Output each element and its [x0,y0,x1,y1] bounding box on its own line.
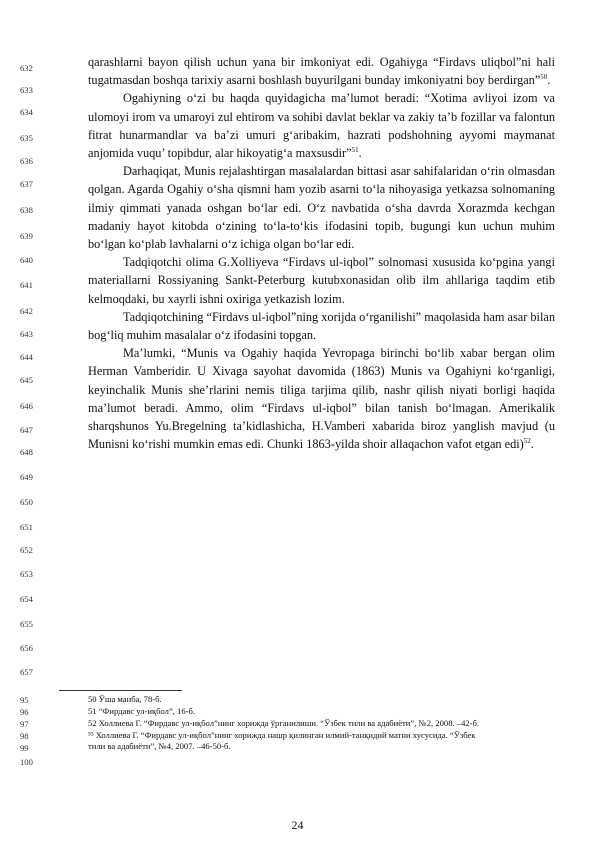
paragraph: Tadqiqotchi olima G.Xolliyeva “Firdavs ul-iqbol” solnomasi xususida ko‘pgina yangi materiallarni Rossiyaning Sankt-Peterburg kutubxonasidan olib ilm ahllariga taqdim etib kelmoqdaki, bu xayrli ishni oxiriga yetkazish lozim. [88,255,555,306]
page-number: 24 [291,818,304,832]
line-number: 639 [20,231,33,241]
footnote-separator [59,690,182,691]
footnote: тили ва адабиёти”, №4, 2007. –46-50-б. [88,741,231,751]
line-number: 637 [20,179,33,189]
footnote-line-number: 100 [20,757,33,767]
line-number: 651 [20,522,33,532]
body-text [88,53,555,453]
footnote-line-number: 98 [20,731,29,741]
paragraph: qarashlarni bayon qilish uchun yana bir imkoniyat edi. Ogahiyga “Firdavs uliqbol”ni hali tugatmasdan boshqa tarixiy asarni boshlash buyurilgani bunday imkoniyatni boy berdirgan”$^{50}$. [88,55,555,88]
line-number: 646 [20,401,33,411]
paragraph: Ogahiyning o‘zi bu haqda quyidagicha ma’lumot beradi: “Xotima avliyoi izom va ulomoyi irom va umaroyi zul ehtirom va sohibi davlat beklar va zakiy ta’b fozillar va falontun fitrat hunarmandlar va ba’zi umuri g‘aribakim, hazrati podshohning ayyomi maymanat anjomida vuqu’ topibdur, alar hikoyatig‘a maxsusdir”$^{51}$. [88,91,555,161]
line-number: 649 [20,472,33,482]
line-number: 643 [20,329,33,339]
line-number: 645 [20,375,33,385]
line-number: 636 [20,156,33,166]
paragraph: Ma’lumki, “Munis va Ogahiy haqida Yevropaga birinchi bo‘lib xabar bergan olim Herman Vamberidir. U Xivaga sayohat davomida (1863) Munis va Ogahiyni ko‘rganligi, keyinchalik Munis she’rlarini nemis tiliga tarjima qilib, nashr qilish niyati borligi haqida ma’lumot beradi. Ammo, olim “Firdavs ul-iqbol” bilan tanish bo‘lmagan. Amerikalik sharqshunos Yu.Bregelning ta’kidlashicha, H.Vamberi xabarida biroz yanglish mavjud (u Munisni ko‘rishi mumkin emas edi. Chunki 1863-yilda shoir allaqachon vafot etgan edi)$^{52}$. [88,346,555,452]
line-number: 653 [20,569,33,579]
footnote-line-number: 99 [20,743,29,753]
line-number: 657 [20,667,33,677]
footnote-line-number: 97 [20,719,29,729]
footnote: 51 “Фирдавс ул-иқбол”, 16-б. [88,706,196,716]
line-number: 641 [20,280,33,290]
line-number: 655 [20,619,33,629]
line-number: 635 [20,133,33,143]
paragraph: Darhaqiqat, Munis rejalashtirgan masalalardan bittasi asar sahifalaridan o‘rin olmasdan qolgan. Agarda Ogahiy o‘sha qismni ham yozib asarni to‘la nihoyasiga yetkazsa solnomaning ilmiy qimmati yanada oshgan bo‘lar edi. O‘z navbatida o‘sha davrda Xorazmda kechgan madaniy hayot kitobda o‘zining to‘la-to‘kis ifodasini topib, bugungi kun uchun muhim bo‘lgan ko‘plab lavhalarni o‘z ichiga olgan bo‘lar edi. [88,164,555,252]
line-number: 633 [20,85,33,95]
line-number: 654 [20,594,33,604]
line-number: 640 [20,255,33,265]
footnote: 52 Холлиева Г. “Фирдавс ул-иқбол”нинг хорижда ўрганилиши. “Ўзбек тили ва адабиёти”, №2, 2008. –42-б. [88,718,480,728]
footnote: 50 Ўша манба, 78-б. [88,694,162,704]
line-number: 642 [20,306,33,316]
line-number: 650 [20,497,33,507]
paragraph: Tadqiqotchining “Firdavs ul-iqbol”ning xorijda o‘rganilishi” maqolasida ham asar bilan bog‘liq muhim masalalar o‘z ifodasini topgan. [88,309,555,343]
footnote: ⁵³ Холлиева Г. “Фирдавс ул-иқбол”нинг хорижда нашр қилинган илмий-танқидий матни хусусида. “Ўзбек [88,730,476,740]
line-number: 638 [20,205,33,215]
line-number: 647 [20,425,33,435]
footnote-line-number: 95 [20,695,29,705]
line-number: 652 [20,545,33,555]
line-number: 656 [20,643,33,653]
footnote-line-number: 96 [20,707,29,717]
line-number: 632 [20,63,33,73]
line-number: 644 [20,352,33,362]
line-number: 648 [20,447,33,457]
line-number: 634 [20,107,33,117]
